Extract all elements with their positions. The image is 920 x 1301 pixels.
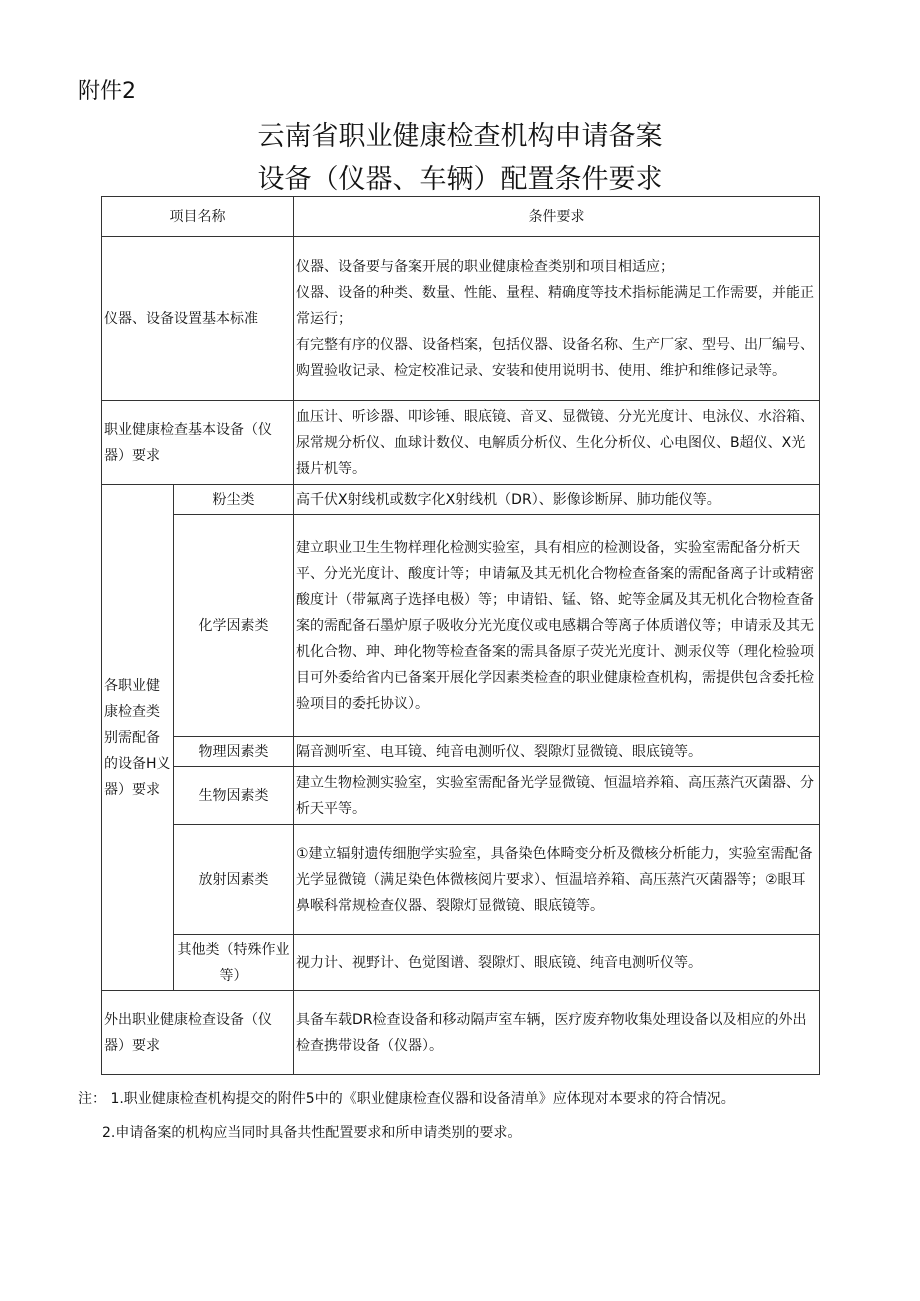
row-requirements-outreach: 具备车载DR检查设备和移动隔声室车辆，医疗废弃物收集处理设备以及相应的外出检查携带设备（仪器）。 [294, 991, 820, 1075]
category-name-physical: 物理因素类 [174, 737, 294, 767]
row-name-category-group: 各职业健康检查类别需配备的设备H义器）要求 [102, 485, 174, 991]
note-2: 2.申请备案的机构应当同时具备共性配置要求和所申请类别的要求。 [102, 1125, 522, 1141]
table-row [102, 485, 820, 515]
table-row [102, 515, 820, 737]
category-requirements-physical: 隔音测听室、电耳镜、纯音电测听仪、裂隙灯显微镜、眼底镜等。 [294, 737, 820, 767]
category-requirements-dust: 高千伏X射线机或数字化X射线机（DR）、影像诊断屏、肺功能仪等。 [294, 485, 820, 515]
row-name-basic-standard: 仪器、设备设置基本标准 [102, 237, 294, 401]
document-title-line-1: 云南省职业健康检查机构申请备案 [257, 121, 663, 152]
requirements-table [101, 196, 820, 1075]
category-requirements-radiation: ①建立辐射遗传细胞学实验室，具备染色体畸变分析及微核分析能力，实验室需配备光学显微镜（满足染色体微核阅片要求）、恒温培养箱、高压蒸汽灭菌器等；②眼耳鼻喉科常规检查仪器、裂隙灯显微镜、眼底镜等。 [294, 825, 820, 935]
category-name-dust: 粉尘类 [174, 485, 294, 515]
table-row [102, 767, 820, 825]
category-requirements-chemical: 建立职业卫生生物样理化检测实验室，具有相应的检测设备，实验室需配备分析天平、分光光度计、酸度计等；申请氟及其无机化合物检查备案的需配备离子计或精密酸度计（带氟离子选择电极）等；申请铅、锰、铬、蛇等金属及其无机化合物检查备案的需配备石墨炉原子吸收分光光度仪或电感耦合等离子体质谱仪等；申请汞及其无机化合物、珅、珅化物等检查备案的需具备原子荧光光度计、测汞仪等（理化检验项目可外委给省内已备案开展化学因素类检查的职业健康检查机构，需提供包含委托检验项目的委托协议）。 [294, 515, 820, 737]
table-row [102, 935, 820, 991]
table-row [102, 737, 820, 767]
table-row [102, 991, 820, 1075]
category-name-biological: 生物因素类 [174, 767, 294, 825]
table-row [102, 237, 820, 401]
table-row [102, 825, 820, 935]
row-requirements-basic-equipment: 血压计、听诊器、叩诊锤、眼底镜、音叉、显微镜、分光光度计、电泳仪、水浴箱、尿常规分析仪、血球计数仪、电解质分析仪、生化分析仪、心电图仪、B超仪、X光摄片机等。 [294, 401, 820, 485]
row-name-basic-equipment: 职业健康检查基本设备（仪器）要求 [102, 401, 294, 485]
requirement-line: 仪器、设备的种类、数量、性能、量程、精确度等技术指标能满足工作需要，并能正常运行； [296, 284, 814, 327]
requirement-line: 仪器、设备要与备案开展的职业健康检查类别和项目相适应； [296, 258, 674, 275]
attachment-label: 附件2 [78, 79, 136, 104]
document-title-line-2: 设备（仪器、车辆）配置条件要求 [257, 164, 663, 195]
category-name-chemical: 化学因素类 [174, 515, 294, 737]
header-item-name: 项目名称 [102, 197, 294, 237]
category-name-other: 其他类（特殊作业等） [174, 935, 294, 991]
category-requirements-biological: 建立生物检测实验室，实验室需配备光学显微镜、恒温培养箱、高压蒸汽灭菌器、分析天平等。 [294, 767, 820, 825]
row-name-outreach: 外出职业健康检查设备（仪器）要求 [102, 991, 294, 1075]
row-requirements-basic-standard [294, 237, 820, 401]
table-row [102, 401, 820, 485]
category-requirements-other: 视力计、视野计、色觉图谱、裂隙灯、眼底镜、纯音电测听仪等。 [294, 935, 820, 991]
header-requirements: 条件要求 [294, 197, 820, 237]
category-name-radiation: 放射因素类 [174, 825, 294, 935]
table-header-row [102, 197, 820, 237]
note-1: 注： 1.职业健康检查机构提交的附件5中的《职业健康检查仪器和设备清单》应体现对本要求的符合情况。 [78, 1091, 735, 1107]
requirement-line: 有完整有序的仪器、设备档案，包括仪器、设备名称、生产厂家、型号、出厂编号、购置验收记录、检定校准记录、安装和使用说明书、使用、维护和维修记录等。 [296, 336, 814, 379]
